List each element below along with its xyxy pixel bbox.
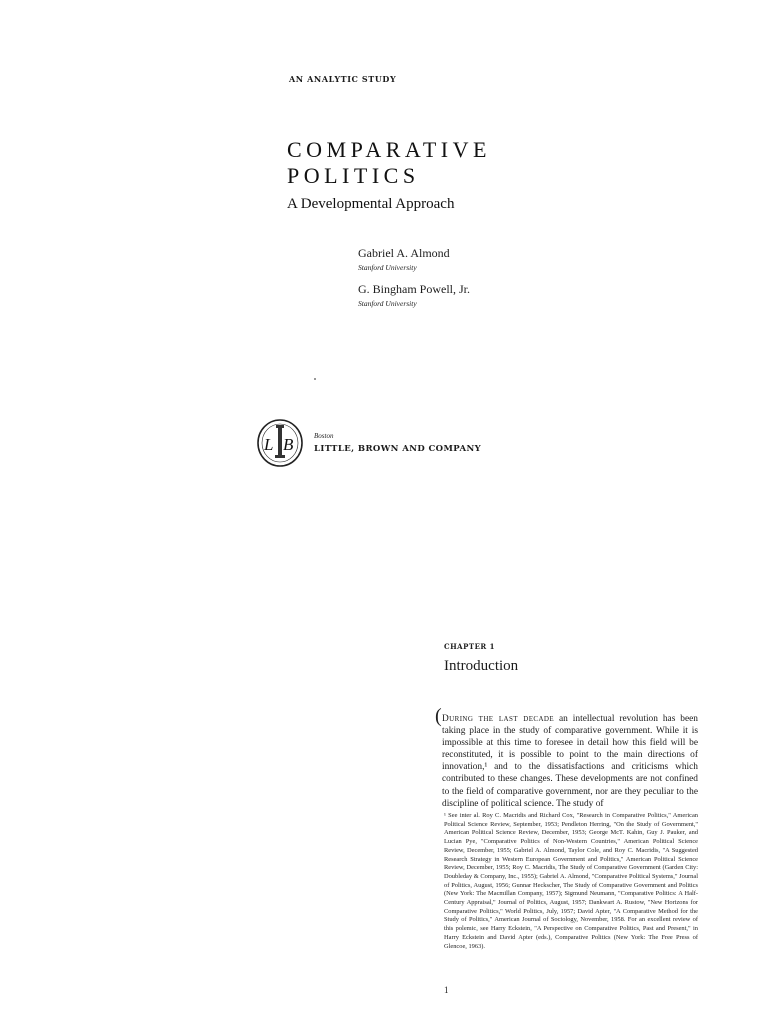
svg-text:B: B	[283, 435, 294, 454]
publisher-name: LITTLE, BROWN AND COMPANY	[314, 444, 482, 454]
chapter-opening-paragraph	[442, 713, 698, 810]
margin-bracket-mark: (	[435, 705, 442, 727]
book-title-line-1: COMPARATIVE	[287, 137, 491, 162]
book-title-line-2: POLITICS	[287, 163, 420, 188]
publisher-logo-icon	[255, 418, 305, 468]
footnote-1: ¹ See inter al. Roy C. Macridis and Richard Cox, "Research in Comparative Politics," American Political Science Review, September, 1953; Pendleton Herring, "On the Study of Government," American Political Science Review, December, 1953; George McT. Kahin, Guy J. Pauker, and Lucian Pye, "Comparative Politics of Non-Western Countries," American Political Science Review, December, 1955; Gabriel A. Almond, Taylor Cole, and Roy C. Macridis, "A Suggested Research Strategy in Western European Government and Politics," American Political Science Review, December, 1955; Roy C. Macridis, The Study of Comparative Government (Garden City: Doubleday & Company, Inc., 1955); Gabriel A. Almond, "Comparative Political Systems," Journal of Politics, August, 1956; Gunnar Heckscher, The Study of Comparative Government and Politics (New York: The Macmillan Company, 1957); Sigmund Neumann, "Comparative Politics: A Half-Century Appraisal," Journal of Politics, August, 1957; Dankwart A. Rustow, "New Horizons for Comparative Politics," World Politics, July, 1957; David Apter, "A Comparative Method for the Study of Politics," American Journal of Sociology, November, 1958. For an excellent review of this polemic, see Harry Eckstein, "A Perspective on Comparative Politics, Past and Present," in Harry Eckstein and David Apter (eds.), Comparative Politics (New York: The Free Press of Glencoe, 1963).	[444, 812, 698, 950]
series-label: AN ANALYTIC STUDY	[289, 74, 397, 84]
scan-speck	[314, 378, 316, 380]
author-name-1: Gabriel A. Almond	[358, 246, 450, 260]
paragraph-text: an intellectual revolution has been taking place in the study of comparative government. While it is impossible at this time to foresee in detail how this field will be reconstituted, it is possible to point to the main directions of innovation,¹ and to the dissatisfactions and criticisms which contributed to these changes. These developments are not confined to the field of comparative government, nor are they peculiar to the discipline of political science. The study of	[442, 714, 698, 809]
page-number: 1	[444, 985, 449, 995]
opening-words: During the last decade	[442, 714, 555, 724]
svg-text:L: L	[264, 435, 274, 454]
publisher-city: Boston	[314, 432, 334, 440]
author-affiliation-2: Stanford University	[358, 299, 417, 308]
chapter-title: Introduction	[444, 658, 519, 674]
author-name-2: G. Bingham Powell, Jr.	[358, 282, 471, 296]
book-subtitle: A Developmental Approach	[287, 196, 455, 212]
author-affiliation-1: Stanford University	[358, 263, 417, 272]
chapter-label: CHAPTER 1	[444, 642, 496, 651]
